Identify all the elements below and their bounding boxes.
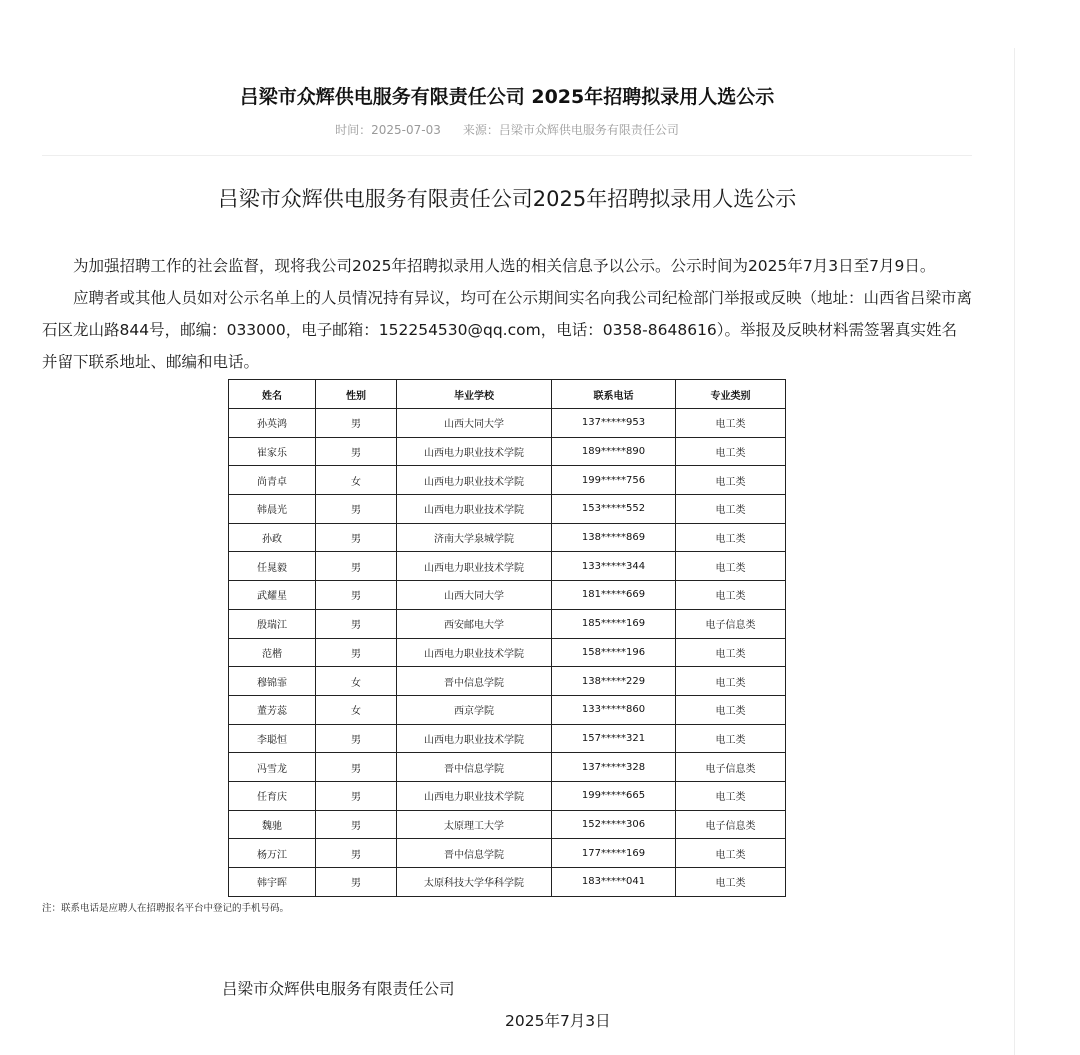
cell-gender: 女 [316, 695, 397, 724]
column-header-phone: 联系电话 [552, 380, 676, 409]
article-source [463, 123, 679, 137]
cell-major: 电工类 [676, 695, 786, 724]
paragraph-objection: 应聘者或其他人员如对公示名单上的人员情况持有异议，均可在公示期间实名向我公司纪检部门举报或反映（地址：山西省吕梁市离石区龙山路844号，邮编：033000，电子邮箱：152254530@qq.com，电话：0358-8648616）。举报及反映材料需签署真实姓名并留下联系地址、邮编和电话。 [42, 289, 973, 371]
cell-name: 尚青卓 [229, 466, 316, 495]
document-title: 吕梁市众辉供电服务有限责任公司2025年招聘拟录用人选公示 [217, 187, 797, 211]
table-body [229, 409, 786, 897]
cell-phone: 137*****953 [552, 409, 676, 438]
publish-time-value: 2025-07-03 [371, 123, 441, 137]
cell-school: 山西电力职业技术学院 [397, 552, 552, 581]
cell-name: 殷瑞江 [229, 609, 316, 638]
cell-gender: 男 [316, 552, 397, 581]
cell-gender: 男 [316, 839, 397, 868]
article-source-label: 来源： [462, 123, 499, 137]
cell-phone: 158*****196 [552, 638, 676, 667]
cell-major: 电子信息类 [676, 609, 786, 638]
cell-name: 崔家乐 [229, 437, 316, 466]
table-row [229, 839, 786, 868]
cell-major: 电工类 [676, 667, 786, 696]
cell-name: 李聪恒 [229, 724, 316, 753]
cell-major: 电工类 [676, 724, 786, 753]
table-row [229, 437, 786, 466]
cell-phone: 133*****860 [552, 695, 676, 724]
cell-major: 电工类 [676, 523, 786, 552]
cell-gender: 男 [316, 638, 397, 667]
cell-gender: 男 [316, 495, 397, 524]
column-header-gender: 性别 [316, 380, 397, 409]
cell-gender: 男 [316, 523, 397, 552]
cell-phone: 153*****552 [552, 495, 676, 524]
publish-time-label: 时间： [335, 123, 372, 137]
table-row [229, 638, 786, 667]
cell-school: 太原理工大学 [397, 810, 552, 839]
cell-name: 韩晨光 [229, 495, 316, 524]
table-row [229, 781, 786, 810]
cell-major: 电子信息类 [676, 810, 786, 839]
signature-date: 2025年7月3日 [505, 1012, 611, 1030]
cell-phone: 137*****328 [552, 753, 676, 782]
cell-school: 山西大同大学 [397, 581, 552, 610]
cell-school: 太原科技大学华科学院 [397, 868, 552, 897]
table-header-row [229, 380, 786, 409]
cell-name: 孙政 [229, 523, 316, 552]
cell-gender: 男 [316, 581, 397, 610]
cell-school: 山西电力职业技术学院 [397, 495, 552, 524]
table-row [229, 495, 786, 524]
cell-gender: 女 [316, 466, 397, 495]
cell-school: 山西大同大学 [397, 409, 552, 438]
right-edge-divider [1014, 48, 1015, 1055]
column-header-school: 毕业学校 [397, 380, 552, 409]
cell-phone: 199*****756 [552, 466, 676, 495]
column-header-name: 姓名 [229, 380, 316, 409]
cell-school: 山西电力职业技术学院 [397, 638, 552, 667]
article-source-value: 吕梁市众辉供电服务有限责任公司 [498, 123, 679, 137]
cell-major: 电工类 [676, 581, 786, 610]
candidate-table [228, 379, 786, 897]
table-row [229, 695, 786, 724]
cell-major: 电工类 [676, 839, 786, 868]
cell-major: 电工类 [676, 495, 786, 524]
cell-major: 电工类 [676, 781, 786, 810]
cell-school: 晋中信息学院 [397, 667, 552, 696]
paragraph-intro: 为加强招聘工作的社会监督，现将我公司2025年招聘拟录用人选的相关信息予以公示。公示时间为2025年7月3日至7月9日。 [73, 257, 936, 275]
table-row [229, 868, 786, 897]
cell-school: 西京学院 [397, 695, 552, 724]
table-row [229, 810, 786, 839]
table-row [229, 724, 786, 753]
column-header-major: 专业类别 [676, 380, 786, 409]
header-divider [42, 155, 972, 156]
cell-name: 任育庆 [229, 781, 316, 810]
cell-gender: 女 [316, 667, 397, 696]
cell-phone: 157*****321 [552, 724, 676, 753]
cell-gender: 男 [316, 437, 397, 466]
cell-school: 西安邮电大学 [397, 609, 552, 638]
table-row [229, 667, 786, 696]
cell-major: 电工类 [676, 638, 786, 667]
cell-gender: 男 [316, 781, 397, 810]
cell-phone: 199*****665 [552, 781, 676, 810]
cell-school: 山西电力职业技术学院 [397, 437, 552, 466]
table-row [229, 466, 786, 495]
cell-gender: 男 [316, 868, 397, 897]
table-row [229, 753, 786, 782]
cell-gender: 男 [316, 724, 397, 753]
cell-school: 晋中信息学院 [397, 753, 552, 782]
cell-gender: 男 [316, 609, 397, 638]
cell-phone: 133*****344 [552, 552, 676, 581]
article-meta [42, 121, 972, 138]
cell-school: 山西电力职业技术学院 [397, 781, 552, 810]
cell-name: 穆锦霏 [229, 667, 316, 696]
cell-phone: 189*****890 [552, 437, 676, 466]
cell-phone: 181*****669 [552, 581, 676, 610]
cell-name: 魏驰 [229, 810, 316, 839]
table-row [229, 581, 786, 610]
cell-phone: 138*****869 [552, 523, 676, 552]
cell-gender: 男 [316, 753, 397, 782]
cell-school: 山西电力职业技术学院 [397, 724, 552, 753]
cell-name: 武耀星 [229, 581, 316, 610]
cell-name: 孙英鸿 [229, 409, 316, 438]
cell-name: 董芳蕊 [229, 695, 316, 724]
cell-name: 杨万江 [229, 839, 316, 868]
cell-major: 电工类 [676, 409, 786, 438]
cell-name: 任晁毅 [229, 552, 316, 581]
cell-gender: 男 [316, 409, 397, 438]
cell-major: 电工类 [676, 552, 786, 581]
cell-phone: 152*****306 [552, 810, 676, 839]
document-body [42, 250, 972, 378]
cell-gender: 男 [316, 810, 397, 839]
publish-time [335, 123, 441, 137]
cell-phone: 183*****041 [552, 868, 676, 897]
cell-phone: 138*****229 [552, 667, 676, 696]
cell-name: 韩宇晖 [229, 868, 316, 897]
table-row [229, 409, 786, 438]
cell-phone: 177*****169 [552, 839, 676, 868]
cell-name: 冯雪龙 [229, 753, 316, 782]
table-row [229, 523, 786, 552]
cell-major: 电工类 [676, 437, 786, 466]
cell-school: 晋中信息学院 [397, 839, 552, 868]
signature-company: 吕梁市众辉供电服务有限责任公司 [222, 980, 455, 998]
phone-note: 注：联系电话是应聘人在招聘报名平台中登记的手机号码。 [42, 903, 290, 914]
article-title: 吕梁市众辉供电服务有限责任公司 2025年招聘拟录用人选公示 [239, 86, 775, 108]
cell-school: 山西电力职业技术学院 [397, 466, 552, 495]
cell-school: 济南大学泉城学院 [397, 523, 552, 552]
table-row [229, 609, 786, 638]
table-row [229, 552, 786, 581]
cell-major: 电工类 [676, 868, 786, 897]
candidate-table-wrapper [228, 379, 785, 897]
cell-major: 电工类 [676, 466, 786, 495]
cell-name: 范楷 [229, 638, 316, 667]
cell-phone: 185*****169 [552, 609, 676, 638]
cell-major: 电子信息类 [676, 753, 786, 782]
